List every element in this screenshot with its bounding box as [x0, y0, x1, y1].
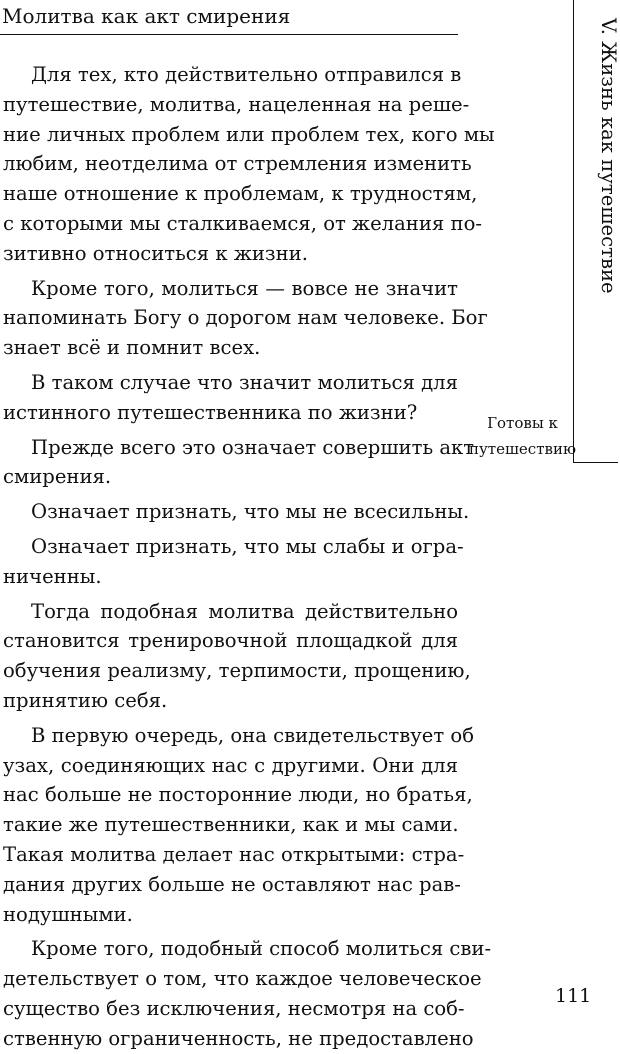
- text-line: становится тренировочной площадкой для: [3, 629, 458, 653]
- text-line: детельствует о том, что каждое человеческое: [3, 967, 482, 991]
- side-note-line-2: путешествию: [468, 440, 577, 458]
- text-line: такие же путешественники, как и мы сами.: [3, 813, 459, 837]
- text-line: Означает признать, что мы слабы и огра-: [31, 534, 464, 558]
- text-line: Кроме того, подобный способ молиться сви-: [31, 937, 492, 961]
- paragraph: [3, 497, 470, 527]
- side-note: [465, 410, 580, 462]
- text-line: Для тех, кто действительно отправился в: [31, 63, 462, 86]
- text-line: существо без исключения, несмотря на соб-: [3, 996, 465, 1020]
- paragraph: [3, 274, 488, 363]
- text-line: нодушными.: [3, 902, 133, 926]
- text-line: с которыми мы сталкиваемся, от желания по-: [3, 211, 482, 235]
- text-line: ственную ограниченность, не предоставлено: [3, 1026, 474, 1050]
- text-line: Прежде всего это означает совершить акт: [31, 435, 475, 459]
- paragraph: [3, 368, 458, 428]
- text-line: обучения реализму, терпимости, прощению,: [3, 659, 471, 683]
- paragraph: [3, 60, 495, 269]
- text-line: нас больше не посторонние люди, но братья,: [3, 783, 473, 807]
- text-line: смирения.: [3, 465, 112, 489]
- chapter-title: V. Жизнь как путешествие: [597, 18, 620, 294]
- paragraph: [3, 433, 475, 493]
- text-line: зитивно относиться к жизни.: [3, 241, 308, 265]
- text-line: Кроме того, молиться — вовсе не значит: [31, 276, 458, 300]
- paragraph: [3, 934, 492, 1053]
- text-line: ние личных проблем или проблем тех, кого мы: [3, 122, 495, 146]
- text-line: Означает признать, что мы не всесильны.: [31, 500, 470, 524]
- side-note-line-1: Готовы к: [487, 414, 558, 432]
- text-line: В первую очередь, она свидетельствует об: [31, 723, 475, 747]
- paragraph: [3, 721, 475, 930]
- text-line: путешествие, молитва, нацеленная на реше-: [3, 92, 470, 116]
- header-rule: [0, 34, 458, 35]
- text-line: истинного путешественника по жизни?: [3, 400, 418, 424]
- text-line: дания других больше не оставляют нас рав-: [3, 872, 461, 896]
- text-line: В таком случае что значит молиться для: [31, 370, 458, 394]
- running-header: Молитва как акт смирения: [2, 4, 291, 28]
- text-line: принятию себя.: [3, 688, 168, 712]
- text-line: наше отношение к проблемам, к трудностям,: [3, 182, 478, 206]
- body-text: [3, 60, 495, 1054]
- text-line: любим, неотделима от стремления изменить: [3, 152, 472, 176]
- text-line: ниченны.: [3, 564, 102, 588]
- text-line: знает всё и помнит всех.: [3, 336, 261, 360]
- paragraph: [3, 532, 464, 592]
- page-number: 111: [555, 985, 592, 1007]
- paragraph: [3, 597, 471, 716]
- text-line: узах, соединяющих нас с другими. Они для: [3, 753, 458, 777]
- text-line: Тогда подобная молитва действительно: [31, 599, 458, 623]
- text-line: напоминать Богу о дорогом нам человеке. Бог: [3, 306, 488, 330]
- text-line: Такая молитва делает нас открытыми: стра-: [3, 842, 465, 866]
